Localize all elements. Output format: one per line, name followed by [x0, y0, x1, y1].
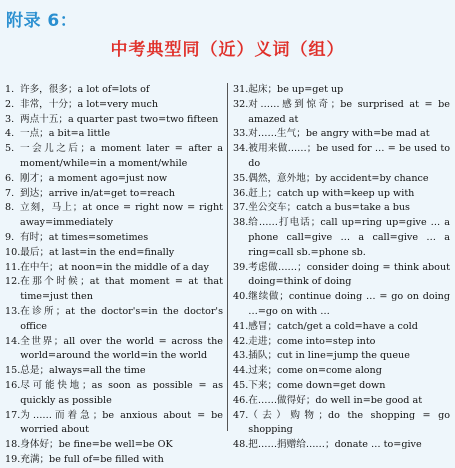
vocab-entry [5, 275, 223, 305]
entry-text: 过来；come on=come along [248, 365, 382, 377]
entry-text: 在那个时候；at that moment = at that time=just then [20, 276, 223, 303]
entry-text: 非常，十分；a lot=very much [20, 98, 159, 110]
entry-number: 36. [233, 187, 249, 199]
entry-text: 赶上；catch up with=keep up with [248, 187, 415, 199]
entry-number: 8. [5, 202, 15, 214]
entry-number: 31. [233, 84, 249, 95]
entry-number: 15. [5, 365, 21, 377]
vocab-entry [233, 201, 450, 216]
entry-number: 19. [5, 453, 21, 465]
entry-text: 插队；cut in line=jump the queue [248, 350, 410, 362]
vocab-entry [5, 261, 223, 276]
vocab-entry [5, 98, 223, 113]
vocab-entry [5, 335, 223, 365]
entry-text: 偶然，意外地；by accident=by chance [248, 172, 429, 184]
vocab-entry [5, 142, 223, 172]
vocab-entry [5, 113, 223, 128]
entry-number: 5. [5, 143, 15, 155]
vocab-entry [233, 187, 450, 202]
entry-text: 在中午；at noon=in the middle of a day [20, 261, 209, 273]
entry-number: 2. [5, 98, 15, 110]
entry-text: 有时；at times=sometimes [20, 231, 149, 243]
entry-text: 立刻，马上；at once = right now = right away=immediately [20, 202, 223, 229]
entry-text: 最后；at last=in the end=finally [20, 246, 175, 258]
entry-number: 4. [5, 128, 15, 140]
vocab-entry [5, 172, 223, 187]
entry-text: 被用来做……；be used for … = be used to do [248, 143, 450, 169]
entry-number: 44. [233, 365, 249, 377]
entry-text: 感冒；catch/get a cold=have a cold [248, 320, 418, 332]
entry-number: 3. [5, 113, 15, 125]
vocab-entry [233, 335, 450, 350]
entry-text: 刚才；a moment ago=just now [20, 172, 168, 184]
vocab-entry [233, 320, 450, 335]
vocab-entry [233, 83, 450, 98]
entry-number: 41. [233, 320, 249, 332]
entry-number: 10. [5, 246, 21, 258]
vocab-entry [5, 409, 223, 439]
entry-number: 17. [5, 409, 21, 421]
vocab-entry [5, 438, 223, 453]
entry-number: 11. [5, 261, 21, 273]
entry-number: 32. [233, 98, 249, 110]
entry-text: 许多，很多；a lot of=lots of [20, 84, 150, 95]
right-column [233, 83, 450, 451]
entry-number: 45. [233, 379, 249, 391]
entry-text: 两点十五；a quarter past two=two fifteen [20, 113, 219, 125]
entry-text: 到达；arrive in/at=get to=reach [20, 187, 175, 199]
vocab-entry [233, 142, 450, 172]
entry-text: 尽可能快地；as soon as possible = as quickly as possible [20, 379, 223, 406]
vocab-entry [5, 187, 223, 202]
vocab-entry [5, 305, 223, 335]
entry-number: 12. [5, 276, 21, 288]
vocab-entry [233, 290, 450, 320]
entry-text: 全世界；all over the world = across the world=around the world=in the world [20, 335, 223, 362]
entry-number: 48. [233, 439, 249, 451]
entry-number: 40. [233, 291, 249, 303]
vocab-entry [5, 453, 223, 468]
entry-text: （去）购物；do the shopping = go shopping [248, 409, 450, 436]
vocab-entry [233, 216, 450, 260]
entry-number: 33. [233, 128, 249, 140]
vocab-entry [233, 349, 450, 364]
entry-number: 46. [233, 394, 249, 406]
entry-number: 43. [233, 350, 249, 362]
vocab-entry [233, 409, 450, 439]
vocab-entry [233, 394, 450, 409]
entry-text: 考虑做……；consider doing = think about doing=think of doing [248, 261, 450, 288]
vocab-entry [5, 231, 223, 246]
vocab-entry [233, 261, 450, 291]
entry-number: 18. [5, 439, 21, 451]
entry-number: 38. [233, 217, 249, 229]
entry-text: 充满；be full of=be filled with [20, 453, 164, 465]
vocab-entry [233, 379, 450, 394]
page-title: 中考典型同（近）义词（组） [110, 40, 345, 60]
entry-number: 9. [5, 231, 15, 243]
entry-text: 一点；a bit=a little [20, 128, 111, 140]
vocab-entry [233, 127, 450, 142]
entry-number: 14. [5, 335, 21, 347]
entry-text: 身体好；be fine=be well=be OK [20, 439, 173, 451]
vocab-entry [233, 438, 450, 453]
entry-number: 42. [233, 335, 249, 347]
vocab-entry [5, 201, 223, 231]
vocab-entry [5, 246, 223, 261]
entry-number: 1. [5, 84, 15, 95]
vocab-entry [233, 98, 450, 128]
vocab-entry [233, 172, 450, 187]
entry-text: 在……做得好；do well in=be good at [248, 394, 423, 406]
entry-text: 为……而着急；be anxious about = be worried about [20, 409, 223, 436]
entry-number: 13. [5, 305, 21, 317]
entry-text: 对……生气；be angry with=be mad at [248, 128, 430, 140]
appendix-label: 附录 6： [6, 11, 78, 31]
entry-number: 35. [233, 172, 249, 184]
entry-text: 起床；be up=get up [248, 84, 344, 95]
entry-text: 总是；always=all the time [20, 365, 146, 377]
entry-text: 坐公交车；catch a bus=take a bus [248, 202, 410, 214]
entry-number: 34. [233, 143, 249, 155]
left-column [5, 83, 223, 465]
entry-number: 16. [5, 379, 21, 391]
entry-text: 在诊所；at the doctor's=in the doctor's office [20, 305, 223, 332]
entry-text: 给……打电话；call up=ring up=give … a phone call=give … a call=give … a ring=call sb.=phone sb. [248, 217, 450, 258]
vocab-entry [5, 127, 223, 142]
vocab-entry [5, 364, 223, 379]
entry-number: 6. [5, 172, 15, 184]
entry-text: 走进；come into=step into [248, 335, 376, 347]
entry-text: 继续做；continue doing … = go on doing …=go on with … [248, 291, 450, 317]
vocab-entry [233, 364, 450, 379]
entry-text: 把……捐赠给……；donate … to=give [248, 439, 422, 451]
entry-number: 7. [5, 187, 15, 199]
entry-text: 一会儿之后；a moment later = after a moment/while=in a moment/while [20, 143, 223, 169]
column-divider [227, 83, 228, 431]
vocab-entry [5, 379, 223, 409]
entry-number: 39. [233, 261, 249, 273]
entry-number: 37. [233, 202, 249, 214]
entry-text: 对……感到惊奇；be surprised at = be amazed at [248, 98, 450, 125]
vocab-entry [5, 83, 223, 98]
entry-number: 47. [233, 409, 249, 421]
entry-text: 下来；come down=get down [248, 379, 386, 391]
